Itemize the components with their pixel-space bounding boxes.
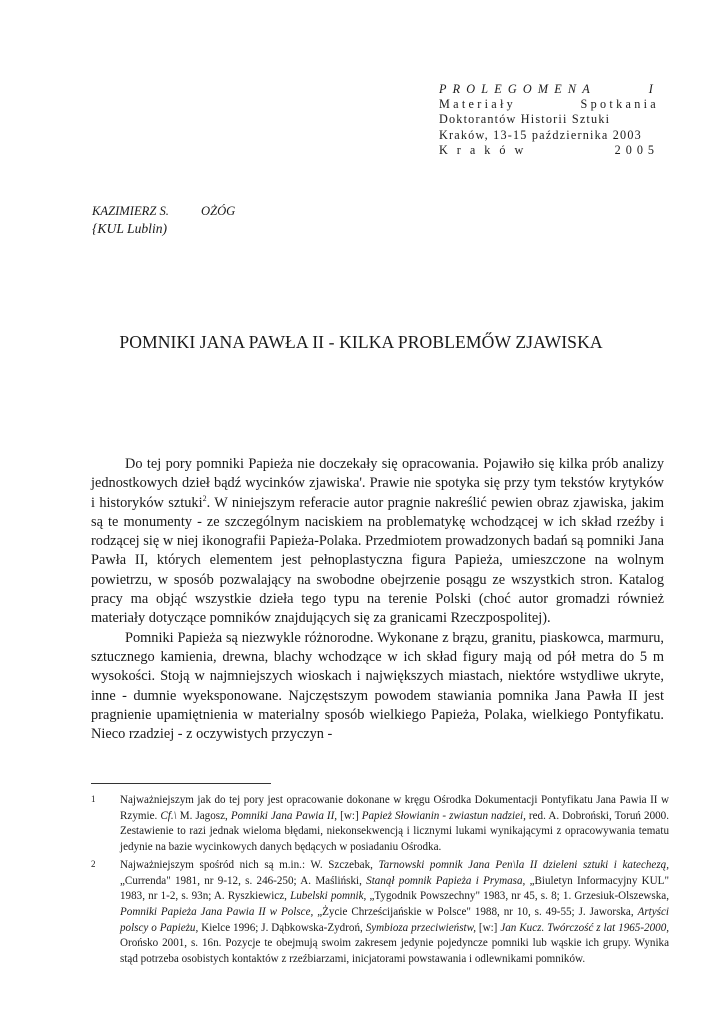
header-materialy: Materiały: [439, 97, 517, 112]
header-line-4: [439, 128, 659, 143]
footnote-number: 1: [91, 794, 96, 804]
header-line-2: [439, 97, 659, 112]
footnote-1: [91, 793, 669, 856]
author-affiliation: {KUL Lublin): [92, 221, 168, 236]
fn-italic: Pomniki Papieża Jana Pawia II w Polsce,: [120, 905, 314, 918]
fn-text: „Tygodnik Powszechny" 1983, nr 45, s. 8; 1. Grzesiuk-Olszewska,: [366, 890, 669, 903]
header-spotkania: Spotkania: [580, 97, 659, 112]
fn-text: „Currenda" 1981, nr 9-12, s. 246-250; A. Maśliński,: [120, 874, 367, 887]
fn-italic: Jan Kucz. Twórczość z lat 1965-2000,: [500, 921, 670, 934]
fn-text: [w:]: [337, 809, 362, 822]
fn-italic: Lubelski pomnik,: [290, 890, 367, 903]
fn-italic: Pomniki Jana Pawia II,: [230, 809, 338, 822]
fn-italic: Symbioza przeciwieństw,: [365, 921, 476, 934]
footnotes: [91, 793, 669, 970]
fn-text: [w:]: [475, 921, 501, 934]
fn-text: Najważniejszym spośród nich są m.in.: W. Szczebak,: [120, 858, 379, 871]
header-line-5: [439, 143, 659, 158]
fn-italic: Papież Słowianin - zwiastun nadziei,: [361, 809, 526, 822]
header-date: Kraków, 13-15 października 2003: [439, 127, 642, 142]
footnote-text: [120, 793, 669, 856]
footnote-divider: [91, 783, 271, 784]
author-first-name: KAZIMIERZ S.: [92, 204, 169, 218]
paragraph-1-part-b: . W niniejszym referacie autor pragnie nakreślić pewien obraz zjawiska, jakim są te monumenty - ze szczególnym naciskiem na problematykę wchodzącej w ich skład rzeźby i rodzącej się w niej ikonografii Papieża-Polaka. Przedmiotem prowadzonych badań są pomniki Jana Pawła II, których elementem jest pełnoplastyczna figura Papieża, umieszczone na wolnym powietrzu, w sposób pozwalający na swobodne obejrzenie posągu ze wszystkich stron. Katalog pracy ma objąć wszystkie dzieła tego typu na terenie Polski (choć autor gromadzi również materiały dotyczące pomników znajdujących się za granicami Rzeczpospolitej).: [91, 494, 664, 627]
fn-text: „Biuletyn Informacyjny KUL" 1983, nr 1-2, s. 93n; A. Ryszkiewicz,: [120, 874, 669, 903]
author-last-name: OŻÓG: [200, 204, 236, 218]
fn-text: red. A. Dobroński, Toruń 2000. Zestawienie to razi jednak wieloma błędami, niekonsekwencją i licznymi lukami wynikającymi z opracowywania tematu jedynie na bazie wycinkowych danych będących w posiadaniu Ośrodka.: [120, 809, 669, 854]
author-block: [92, 203, 235, 237]
fn-text: Najważniejszym jak do tej pory jest opracowanie dokonane w kręgu Ośrodka Dokumentacji Pontyfikatu Jana Pawia II w Rzymie.: [120, 794, 669, 822]
fn-text: Orońsko 2001, s. 16n. Pozycje te obejmują swoim zakresem jedynie pojedyncze pomniki lub wąskie ich grupy. Wynika stąd potrzeba osobistych kontaktów z rzeźbiarzami, inicjatorami powstawania i odlewnikami pomników.: [120, 937, 669, 966]
fn-text: M. Jagosz,: [176, 809, 231, 822]
footnote-2: [91, 858, 669, 968]
volume-number: I: [648, 82, 659, 96]
fn-text: Kielce 1996; J. Dąbkowska-Zydroń,: [198, 921, 366, 934]
author-name: [92, 203, 235, 220]
publication-header: [439, 82, 659, 158]
series-title: PROLEGOMENA: [439, 82, 596, 96]
fn-italic: Artyści polscy o Papieżu,: [120, 905, 669, 934]
footnote-number: 2: [91, 858, 96, 869]
header-series-row: [439, 82, 659, 97]
paragraph-2: Pomniki Papieża są niezwykle różnorodne. Wykonane z brązu, granitu, piaskowca, marmuru, sztucznego kamienia, drewna, blachy wchodzące w ich skład figury mają od pół metra do 5 m wysokości. Stoją w najmniejszych wioskach i największych miastach, niektóre wstydliwe ukryte, inne - dumnie wyeksponowane. Najczęstszym powodem stawiania pomnika Jana Pawła II jest pragnienie upamiętnienia w materialny sposób wielkiego Papieża, Polaka, wielkiego Pontyfikatu. Nieco rzadziej - z oczywistych przyczyn -: [91, 629, 664, 743]
fn-italic: Cf.\: [160, 809, 177, 822]
body-text: [91, 455, 664, 744]
paragraph-1-part-a: Do tej pory pomniki Papieża nie doczekały się opracowania. Pojawiło się kilka prób analizy jednostkowych dzieł bądź wycinków zjawiska'. Prawie nie spotyka się przy tym tekstów krytyków i historyków sztuki: [91, 456, 664, 511]
fn-text: „Życie Chrześcijańskie w Polsce" 1988, nr 10, s. 49-55; J. Jaworska,: [313, 905, 638, 918]
fn-italic: Tarnowski pomnik Jana Pen\la II dzieleni sztuki i katechezą,: [378, 858, 669, 871]
fn-italic: Stanął pomnik Papieża i Prymasa,: [366, 874, 526, 887]
header-year: 2005: [614, 142, 659, 157]
article-title: POMNIKI JANA PAWŁA II - KILKA PROBLEMŐW ZJAWISKA: [119, 332, 603, 352]
header-doktorantow: Doktorantów Historii Sztuki: [439, 112, 611, 127]
header-line-3: [439, 112, 659, 127]
footnote-text: [120, 858, 669, 968]
header-city: Kraków: [439, 142, 533, 157]
footnote-ref-2: 2: [202, 493, 207, 503]
paragraph-1: [91, 455, 664, 629]
